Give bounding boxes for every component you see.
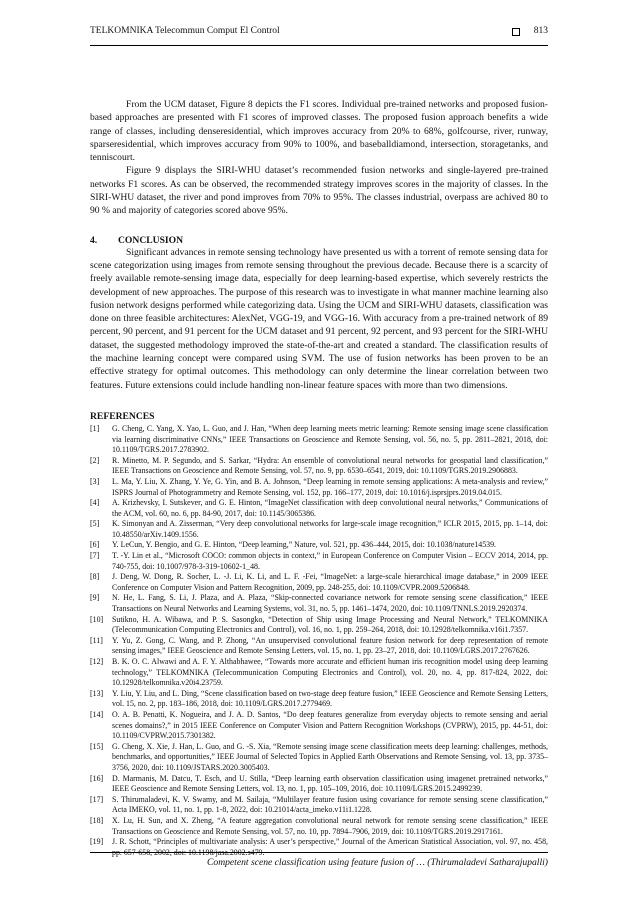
reference-item — [90, 498, 548, 519]
section-heading-conclusion — [90, 235, 548, 246]
reference-number: [14] — [90, 709, 104, 719]
section-title: CONCLUSION — [118, 234, 184, 246]
reference-text: X. Lu, H. Sun, and X. Zheng, “A feature aggregation convolutional neural network for remote sensing scene classification,” IEEE Transactions on Geoscience and Remote Sensing, vol. 57, no. 10, pp. 7894–7906, 2019, doi: 10.1109/TGRS.2019.2917161. — [112, 815, 548, 836]
reference-number: [5] — [90, 519, 100, 529]
reference-item — [90, 774, 548, 795]
reference-number: [4] — [90, 498, 100, 508]
reference-text: K. Simonyan and A. Zisserman, “Very deep convolutional networks for large-scale image recognition,” ICLR 2015, 2015, pp. 1–14, doi: 10.48550/arXiv.1409.1556. — [112, 519, 548, 539]
running-title: Competent scene classification using feature fusion of … (Thirumaladevi Satharajupalli) — [207, 857, 548, 868]
journal-title: TELKOMNIKA Telecommun Comput El Control — [90, 26, 280, 36]
reference-text: G. Cheng, X. Xie, J. Han, L. Guo, and G. -S. Xia, “Remote sensing image scene classification meets deep learning: challenges, methods, benchmarks, and opportunities,” IEEE Journal of Selected Topics in Applied Earth Observations and Remote Sensing, vol. 13, pp. 3735–3756, 2020, doi: 10.1109/JSTARS.2020.3005403. — [112, 741, 548, 772]
reference-number: [7] — [90, 551, 100, 561]
reference-text: L. Ma, Y. Liu, X. Zhang, Y. Ye, G. Yin, and B. A. Johnson, “Deep learning in remote sensing applications: A meta-analysis and review,” ISPRS Journal of Photogrammetry and Remote Sensing, vol. 152, pp. 166–177, 2019, doi: 10.1016/j.isprsjprs.2019.04.015. — [112, 476, 548, 497]
reference-text: D. Marmanis, M. Datcu, T. Esch, and U. Stilla, “Deep learning earth observation classification using imagenet pretrained networks,” IEEE Geoscience and Remote Sensing Letters, vol. 13, no. 1, pp. 105–109, 2016, doi: 10.1109/LGRS.2015.2499239. — [112, 773, 548, 794]
reference-number: [19] — [90, 837, 104, 847]
reference-number: [16] — [90, 773, 104, 783]
reference-item — [90, 456, 548, 477]
reference-item — [90, 424, 548, 456]
reference-text: A. Krizhevsky, I. Sutskever, and G. E. Hinton, “ImageNet classification with deep convolutional neural networks,” Communications of the ACM, vol. 60, no. 6, pp. 84-90, 2017, doi: 10.1145/3065386. — [112, 498, 548, 518]
reference-number: [11] — [90, 635, 103, 645]
reference-item — [90, 742, 548, 774]
reference-number: [13] — [90, 688, 104, 698]
reference-text: J. R. Schott, “Principles of multivariate analysis: A user’s perspective,” Journal of the American Statistical Association, vol. 97, no. 458, pp. 657-658, 2002, doi: 10.1198/jasa.2002.s479. — [112, 837, 548, 857]
reference-text: Y. LeCun, Y. Bengio, and G. E. Hinton, “Deep learning,” Nature, vol. 521, pp. 436–444, 2015, doi: 10.1038/nature14539. — [112, 540, 497, 550]
paragraph-figure8: From the UCM dataset, Figure 8 depicts the F1 scores. Individual pre-trained networks and proposed fusion-based approaches are presented with F1 scores of improved classes. The proposed fusion approach benefits a wide range of classes, including denseresidential, which improves accuracy from 20% to 68%, golfcourse, river, runway, sparseresidential, which improves accuracy from 90% to 100%, and baseballdiamond, intersection, storagetanks, and tenniscourt. — [90, 99, 548, 164]
reference-item — [90, 816, 548, 837]
reference-number: [9] — [90, 593, 100, 603]
reference-text: G. Cheng, C. Yang, X. Yao, L. Guo, and J. Han, “When deep learning meets metric learning: Remote sensing image scene classification via learning discriminative CNNs,” IEEE Transactions on Geoscience and Remote Sensing, vol. 56, no. 5, pp. 2811–2821, 2018, doi: 10.1109/TGRS.2017.2783902. — [112, 423, 548, 455]
section-number: 4. — [90, 234, 98, 246]
reference-item — [90, 689, 548, 710]
reference-item — [90, 572, 548, 593]
square-bullet-icon — [512, 28, 520, 36]
page-number: 813 — [533, 26, 548, 36]
reference-item — [90, 615, 548, 636]
paragraph-figure9: Figure 9 displays the SIRI-WHU dataset’s recommended fusion networks and single-layered pre-trained networks F1 scores. As can be observed, the recommended strategy improves scores in the majority of classes. In the SIRI-WHU dataset, the river and pond improves from 70% to 95%. The classes industrial, overpass are achived 80 to 90 % and majority of categories scored above 95%. — [90, 165, 548, 217]
reference-number: [10] — [90, 614, 104, 624]
reference-item — [90, 636, 548, 657]
reference-text: Sutikno, H. A. Wibawa, and P. S. Sasongko, “Detection of Ship using Image Processing and Neural Network,” TELKOMNIKA (Telecommunication Computing Electronics and Control), vol. 16, no. 1, pp. 259–264, 2018, doi: 10.12928/telkomnika.v16i1.7357. — [112, 614, 548, 635]
header-right — [512, 26, 548, 36]
page-body — [90, 98, 548, 858]
reference-number: [6] — [90, 540, 100, 550]
reference-text: J. Deng, W. Dong, R. Socher, L. -J. Li, K. Li, and L. F. -Fei, “ImageNet: a large-scale hierarchical image database,” in 2009 IEEE Conference on Computer Vision and Pattern Recognition, 2009, pp. 248-255, doi: 10.1109/CVPR.2009.5206848. — [112, 572, 548, 592]
reference-text: R. Minetto, M. P. Segundo, and S. Sarkar, “Hydra: An ensemble of convolutional neural networks for geospatial land classification,” IEEE Transactions on Geoscience and Remote Sensing, vol. 57, no. 9, pp. 6530–6541, 2019, doi: 10.1109/TGRS.2019.2906883. — [112, 455, 548, 476]
reference-number: [17] — [90, 794, 104, 804]
reference-number: [3] — [90, 476, 100, 486]
references-heading: REFERENCES — [90, 410, 155, 422]
conclusion-paragraph: Significant advances in remote sensing technology have presented us with a torrent of remote sensing data for scene categorization using images from remote sensing throughout the previous decade. Because there is a scarcity of freely available remote-sensing image data, especially for deep learning-based expertise, which severely restricts the development of new approaches. The purpose of this research was to investigate in what manner machine learning also fusion network designs performed while categorizing data. Using the UCM and SIRI-WHU datasets, classification was done on three feasible architectures: AlexNet, VGG-19, and VGG-16. With accuracy from a pre-trained network of 89 percent, 90 percent, and 91 percent for the UCM dataset and 91 percent, 92 percent, and 93 percent for the SIRI-WHU dataset, the suggested methodology improved the state-of-the-art and created a standard. The classification results of the machine learning concept were compared using SVM. The use of fusion networks has been proven to be an effective strategy for optimal outcomes. This methodology can only determine the linear correlation between two features. Future extensions could include handling non-linear feature spaces with more than two dimensions. — [90, 246, 548, 391]
reference-text: N. He, L. Fang, S. Li, J. Plaza, and A. Plaza, “Skip-connected covariance network for remote sensing scene classification,” IEEE Transactions on Neural Networks and Learning Systems, vol. 31, no. 5, pp. 1461–1474, 2020, doi: 10.1109/TNNLS.2019.2920374. — [112, 593, 548, 614]
reference-item — [90, 795, 548, 816]
reference-list — [90, 424, 548, 858]
reference-item — [90, 657, 548, 689]
page-header — [90, 26, 548, 46]
reference-item — [90, 593, 548, 614]
reference-item — [90, 477, 548, 498]
reference-number: [1] — [90, 423, 100, 433]
reference-item — [90, 519, 548, 540]
reference-text: T. -Y. Lin et al., “Microsoft COCO: common objects in context,” in European Conference on Computer Vision – ECCV 2014, 2014, pp. 740-755, doi: 10.1007/978-3-319-10602-1_48. — [112, 551, 548, 571]
reference-number: [2] — [90, 455, 100, 465]
reference-number: [12] — [90, 657, 104, 666]
reference-text: B. K. O. C. Alwawi and A. F. Y. Althabhawee, “Towards more accurate and efficient human iris recognition model using deep learning technology,” TELKOMNIKA (Telecommunication Computing Electronics and Control), vol. 20, no. 4, pp. 817-824, 2022, doi: 10.12928/telkomnika.v20i4.23759. — [112, 657, 548, 688]
page-footer — [90, 852, 548, 868]
reference-number: [15] — [90, 741, 104, 751]
reference-text: Y. Liu, Y. Liu, and L. Ding, “Scene classification based on two-stage deep feature fusion,” IEEE Geoscience and Remote Sensing Letters, vol. 15, no. 2, pp. 183–186, 2018, doi: 10.1109/LGRS.2017.2779469. — [112, 688, 548, 709]
reference-number: [18] — [90, 815, 104, 825]
reference-item — [90, 551, 548, 572]
reference-text: O. A. B. Penatti, K. Nogueira, and J. A. D. Santos, “Do deep features generalize from everyday objects to remote sensing and aerial scenes domains?,” in 2015 IEEE Conference on Computer Vision and Pattern Recognition Workshops (CVPRW), 2015, pp. 44-51, doi: 10.1109/CVPRW.2015.7301382. — [112, 709, 548, 741]
reference-number: [8] — [90, 572, 100, 582]
reference-item — [90, 710, 548, 742]
reference-text: Y. Yu, Z. Gong, C. Wang, and P. Zhong, “An unsupervised convolutional feature fusion network for deep representation of remote sensing images,” IEEE Geoscience and Remote Sensing Letters, vol. 15, no. 1, pp. 23–27, 2018, doi: 10.1109/LGRS.2017.2767626. — [112, 635, 548, 656]
reference-text: S. Thirumaladevi, K. V. Swamy, and M. Sailaja, “Multilayer feature fusion using covariance for remote sensing scene classification,” Acta IMEKO, vol. 11, no. 1, pp. 1-8, 2022, doi: 10.21014/acta_imeko.v11i1.1228. — [112, 794, 548, 815]
reference-item — [90, 540, 548, 551]
